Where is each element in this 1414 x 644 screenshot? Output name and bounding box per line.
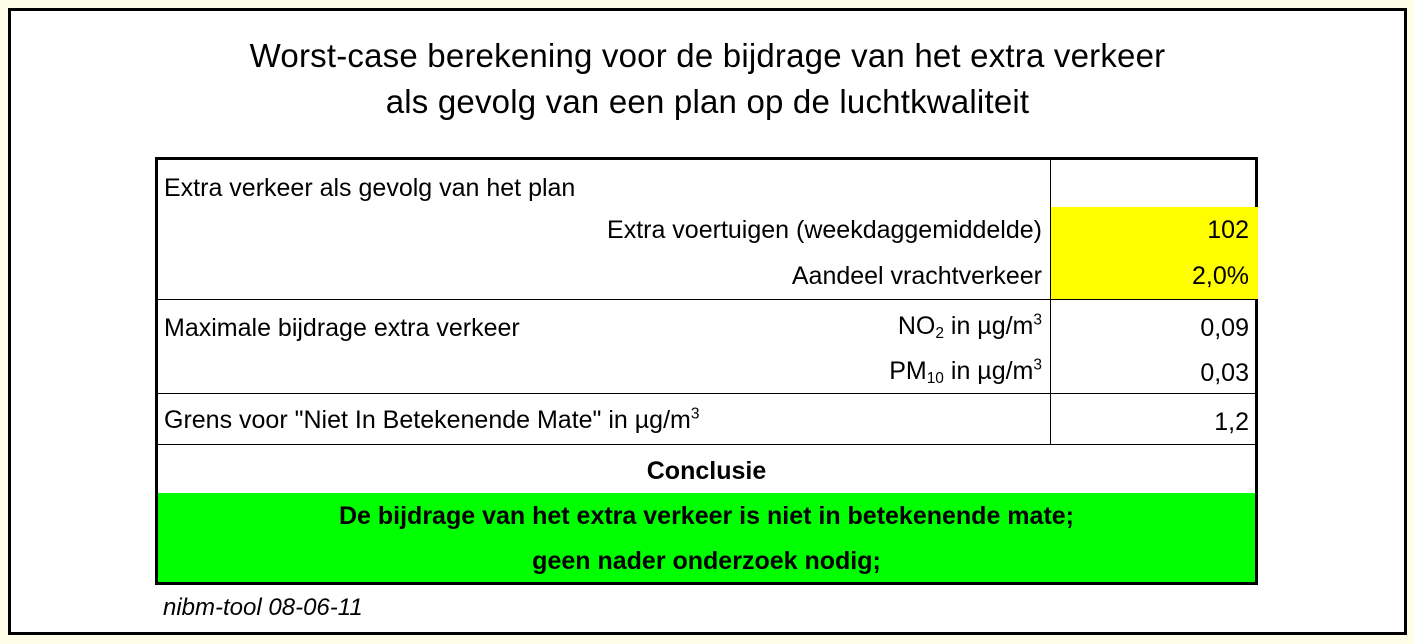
value-column-divider <box>1050 160 1051 444</box>
pm10-label: $PM_{10}$ in $\mu g/m^3$ <box>889 356 1042 387</box>
no2-label: $NO_2$ in $\mu g/m^3$ <box>897 311 1042 342</box>
no2-value: 0,09 <box>1200 314 1249 342</box>
pm10-value: 0,03 <box>1200 359 1249 387</box>
divider-1 <box>158 299 1255 300</box>
divider-3 <box>158 444 1255 445</box>
conclusion-header: Conclusie <box>646 457 767 485</box>
truck-share-label: Aandeel vrachtverkeer <box>791 262 1042 290</box>
max-contribution-label: Maximale bijdrage extra verkeer <box>164 314 520 342</box>
sheet-frame <box>8 8 1407 635</box>
title-line-1: Worst-case berekening voor de bijdrage van het extra verkeer <box>249 37 1166 74</box>
conclusion-line-1: De bijdrage van het extra verkeer is niet in betekenende mate; <box>338 502 1074 530</box>
divider-2 <box>158 393 1255 394</box>
conclusion-line-2: geen nader onderzoek nodig; <box>532 547 881 575</box>
limit-value: 1,2 <box>1214 408 1249 436</box>
extra-vehicles-label: Extra voertuigen (weekdaggemiddelde) <box>607 216 1042 244</box>
extra-vehicles-value[interactable]: 102 <box>1207 216 1249 244</box>
sheet-title <box>11 33 1404 125</box>
limit-label: Grens voor "Niet In Betekenende Mate" in $\mu g/m^3$ <box>164 405 700 434</box>
title-line-2: als gevolg van een plan op de luchtkwaliteit <box>385 83 1030 120</box>
extra-traffic-header: Extra verkeer als gevolg van het plan <box>164 174 576 202</box>
truck-share-value[interactable]: 2,0% <box>1192 262 1249 290</box>
calculation-table <box>155 157 1258 585</box>
footer-tool-version: nibm-tool 08-06-11 <box>163 594 363 621</box>
